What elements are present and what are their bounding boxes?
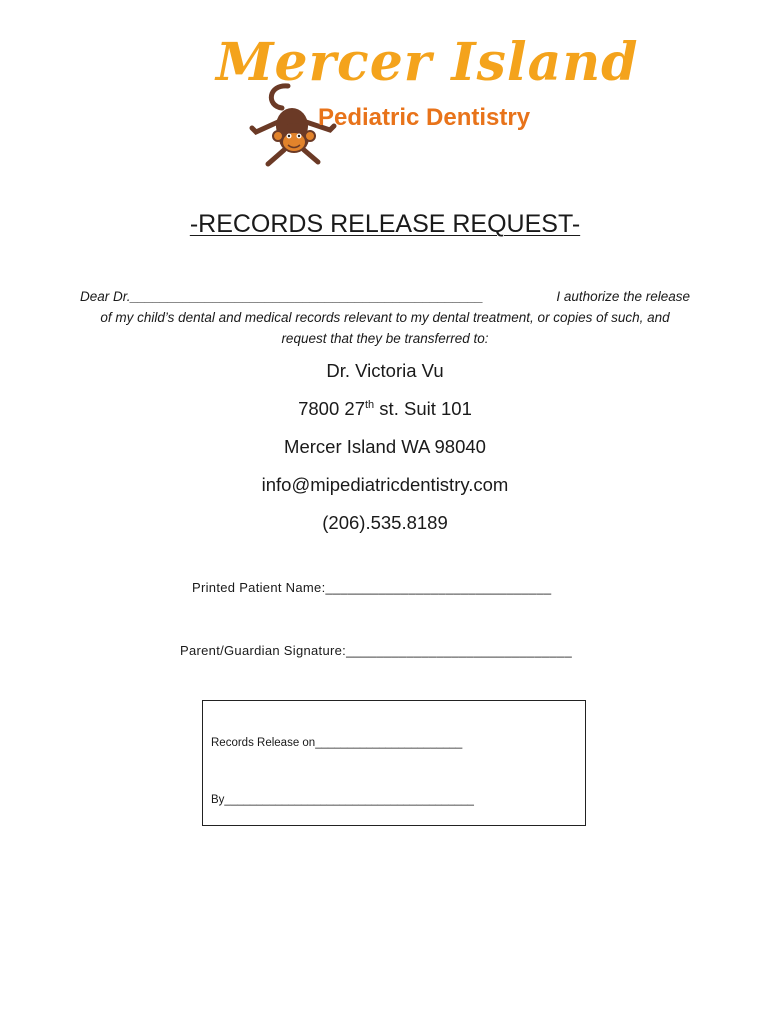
street-suffix: th — [364, 398, 375, 411]
guardian-signature-blank[interactable]: ______________________________ — [346, 643, 572, 658]
logo-title: Mercer Island — [216, 32, 639, 93]
recipient-name: Dr. Victoria Vu — [326, 360, 444, 381]
intro-line-3: request that they be transferred to: — [281, 331, 489, 346]
authorize-text: I authorize the release — [556, 289, 690, 304]
guardian-signature-label: Parent/Guardian Signature: — [180, 643, 347, 658]
records-release-date-field[interactable] — [211, 737, 462, 749]
released-by-label: By — [211, 794, 225, 806]
recipient-city: Mercer Island WA 98040 — [284, 436, 486, 457]
patient-name-blank[interactable]: ______________________________ — [325, 580, 552, 595]
recipient-email: info@mipediatricdentistry.com — [261, 474, 509, 495]
intro-line-1 — [80, 286, 690, 307]
dear-doctor-blank[interactable]: _______________________________________________ — [130, 289, 484, 304]
document-title: -RECORDS RELEASE REQUEST- — [189, 210, 581, 238]
dear-doctor-field[interactable] — [80, 286, 483, 307]
office-use-box — [202, 700, 586, 826]
street-number: 7800 27 — [298, 398, 365, 419]
released-by-blank[interactable]: _______________________________________ — [224, 794, 474, 806]
records-release-blank[interactable]: _______________________ — [315, 737, 463, 749]
logo-subtitle: Pediatric Dentistry — [318, 104, 531, 131]
patient-name-label: Printed Patient Name: — [192, 580, 326, 595]
authorization-paragraph — [80, 286, 690, 349]
dear-prefix: Dear Dr. — [80, 289, 131, 304]
practice-logo — [200, 32, 639, 168]
recipient-phone: (206).535.8189 — [322, 512, 448, 533]
released-by-field[interactable] — [211, 794, 474, 806]
guardian-signature-field[interactable] — [180, 643, 572, 658]
patient-name-field[interactable] — [192, 580, 551, 595]
street-rest: st. Suit 101 — [374, 398, 472, 419]
recipient-street — [0, 398, 770, 420]
intro-line-2: of my child’s dental and medical records relevant to my dental treatment, or copies of such, and — [100, 310, 670, 325]
records-release-label: Records Release on — [211, 737, 316, 749]
